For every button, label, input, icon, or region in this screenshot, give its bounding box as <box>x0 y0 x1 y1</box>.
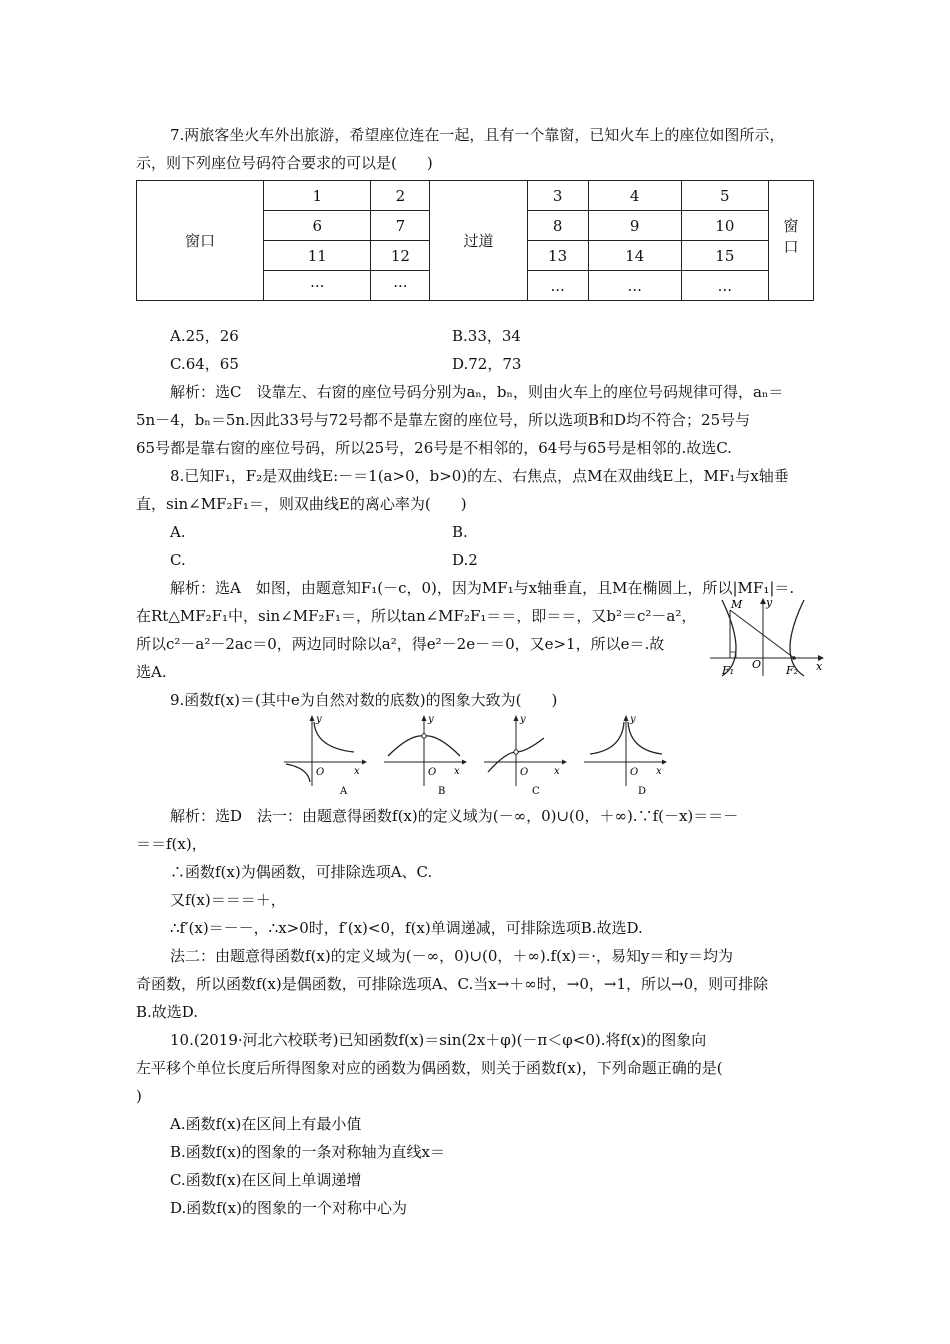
q10-option-d: D.函数f(x)的图象的一个对称中心为 <box>170 1199 407 1217</box>
seat-cell: 4 <box>588 181 681 211</box>
q8-option-b: B. <box>452 523 468 541</box>
seat-cell: 9 <box>588 211 681 241</box>
label-y: y <box>316 714 322 725</box>
q9-solution-line: ＝＝f(x)， <box>136 835 207 853</box>
y-axis-arrow <box>514 715 519 721</box>
q7-solution-line: 65号都是靠右窗的座位号码，所以25号，26号是不相邻的，64号与65号是相邻的.故选C. <box>136 439 732 457</box>
label-y: y <box>428 714 434 725</box>
seat-table <box>136 180 814 301</box>
window-right-label: 窗口 <box>781 217 800 260</box>
q10-stem-line-1: 10.(2019·河北六校联考)已知函数f(x)＝sin(2x＋φ)(－π＜φ<0).将f(x)的图象向 <box>170 1031 707 1049</box>
label-y: y <box>520 714 526 725</box>
q7-solution-line: 5n－4，bₙ＝5n.因此33号与72号都不是靠左窗的座位号，所以选项B和D均不符合；25号与 <box>136 411 751 429</box>
mf2-segment <box>730 610 794 658</box>
x-axis-arrow <box>462 760 467 765</box>
window-left-cell: 窗口 <box>137 181 264 301</box>
seat-cell: 6 <box>264 211 371 241</box>
q8-stem-line-2: 直，sin∠MF₂F₁＝，则双曲线E的离心率为( ) <box>136 495 467 513</box>
label-x: x <box>454 766 460 777</box>
seat-cell: 2 <box>371 181 430 211</box>
label-y: y <box>766 596 773 609</box>
q8-solution-line: 解析：选A 如图，由题意知F₁(－c，0)，因为MF₁与x轴垂直，且M在椭圆上，所以|MF₁|＝. <box>170 579 795 597</box>
seat-cell: 14 <box>588 241 681 271</box>
graph-c <box>484 714 567 796</box>
q10-stem-line-2: 左平移个单位长度后所得图象对应的函数为偶函数，则关于函数f(x)，下列命题正确的是( <box>136 1059 723 1077</box>
label-y: y <box>630 714 636 725</box>
seat-cell: 11 <box>264 241 371 271</box>
q9-solution-line: ∴f′(x)＝－－，∴x>0时，f′(x)<0，f(x)单调递减，可排除选项B.故选D. <box>170 919 643 937</box>
label-o: O <box>428 767 437 778</box>
label-f2: F₂ <box>786 664 799 677</box>
graph-label: C <box>532 786 540 796</box>
q7-stem-line-2: 示，则下列座位号码符合要求的可以是( ) <box>136 154 433 172</box>
x-axis-arrow <box>562 760 567 765</box>
seat-cell: 8 <box>527 211 588 241</box>
q9-solution-line: 奇函数，所以函数f(x)是偶函数，可排除选项A、C.当x→＋∞时，→0，→1，所以→0，则可排除 <box>136 975 769 993</box>
seat-cell: 1 <box>264 181 371 211</box>
graph-label: B <box>438 786 446 796</box>
label-o: O <box>752 658 762 671</box>
f2-point <box>792 656 796 660</box>
hyperbola-figure <box>706 596 826 678</box>
seat-cell: 13 <box>527 241 588 271</box>
q7-stem-line-1: 7.两旅客坐火车外出旅游，希望座位连在一起，且有一个靠窗，已知火车上的座位如图所示， <box>170 126 785 144</box>
x-axis-arrow <box>362 760 367 765</box>
q10-option-c: C.函数f(x)在区间上单调递增 <box>170 1171 362 1189</box>
q7-option-b: B.33，34 <box>452 327 521 345</box>
seat-cell: ... <box>681 271 768 301</box>
q9-graphs <box>280 712 680 796</box>
q9-solution-line: 解析：选D 法一：由题意得函数f(x)的定义域为(－∞，0)∪(0，＋∞).∵f(－x)＝＝－ <box>170 807 739 825</box>
seat-cell: ··· <box>371 271 430 301</box>
seat-cell: 7 <box>371 211 430 241</box>
q8-option-d: D.2 <box>452 551 478 569</box>
q7-option-a: A.25，26 <box>170 327 239 345</box>
q9-solution-line: 法二：由题意得函数f(x)的定义域为(－∞，0)∪(0，＋∞).f(x)＝·，易知y＝和y＝均为 <box>170 947 733 965</box>
seat-cell: ... <box>588 271 681 301</box>
q9-stem: 9.函数f(x)＝(其中e为自然对数的底数)的图象大致为( ) <box>170 691 558 709</box>
open-point <box>514 750 518 754</box>
graph-label: D <box>638 786 647 796</box>
curve-right <box>628 722 662 754</box>
window-right-cell <box>768 181 813 301</box>
q8-option-c: C. <box>170 551 186 569</box>
label-x: x <box>354 766 360 777</box>
q9-solution-line: B.故选D. <box>136 1003 199 1021</box>
seat-cell: 15 <box>681 241 768 271</box>
q9-solution-line: ∴函数f(x)为偶函数，可排除选项A、C. <box>170 863 433 881</box>
seat-cell: 12 <box>371 241 430 271</box>
q7-solution-line: 解析：选C 设靠左、右窗的座位号码分别为aₙ，bₙ，则由火车上的座位号码规律可得，aₙ＝ <box>170 383 784 401</box>
q8-solution-line: 所以c²－a²－2ac＝0，两边同时除以a²，得e²－2e－＝0，又e>1，所以e＝.故 <box>136 635 665 653</box>
graph-d <box>584 714 667 796</box>
label-o: O <box>630 767 639 778</box>
q10-option-b: B.函数f(x)的图象的一条对称轴为直线x＝ <box>170 1143 445 1161</box>
q9-solution-line: 又f(x)＝＝＝＋， <box>170 891 286 909</box>
open-point <box>422 734 426 738</box>
aisle-cell: 过道 <box>430 181 527 301</box>
q10-stem-line-3: ) <box>136 1087 142 1105</box>
seat-cell: 3 <box>527 181 588 211</box>
curve-left <box>286 764 310 782</box>
curve-left <box>590 722 624 754</box>
label-m: M <box>731 598 743 611</box>
q8-option-a: A. <box>170 523 186 541</box>
graph-a <box>284 714 367 796</box>
curve-right <box>314 722 354 752</box>
y-axis-arrow <box>422 715 427 721</box>
q8-solution-line: 在Rt△MF₂F₁中，sin∠MF₂F₁＝，所以tan∠MF₂F₁＝＝，即＝＝，又b²＝c²－a²， <box>136 607 697 625</box>
y-axis-arrow <box>310 715 315 721</box>
q8-stem-line-1: 8.已知F₁，F₂是双曲线E:－＝1(a>0，b>0)的左、右焦点，点M在双曲线E上，MF₁与x轴垂 <box>170 467 789 485</box>
y-axis-arrow <box>624 715 629 721</box>
label-x: x <box>656 766 662 777</box>
q7-option-c: C.64，65 <box>170 355 239 373</box>
label-o: O <box>316 767 325 778</box>
seat-cell: ··· <box>264 271 371 301</box>
seat-cell: 10 <box>681 211 768 241</box>
label-f1: F₁ <box>722 664 735 677</box>
label-o: O <box>520 767 529 778</box>
q10-option-a: A.函数f(x)在区间上有最小值 <box>170 1115 362 1133</box>
q8-solution-line: 选A. <box>136 663 167 681</box>
seat-cell: 5 <box>681 181 768 211</box>
q7-option-d: D.72，73 <box>452 355 522 373</box>
seat-cell: ... <box>527 271 588 301</box>
label-x: x <box>816 660 823 673</box>
graph-label: A <box>340 786 348 796</box>
label-x: x <box>554 766 560 777</box>
x-axis-arrow <box>662 760 667 765</box>
graph-b <box>384 714 467 796</box>
